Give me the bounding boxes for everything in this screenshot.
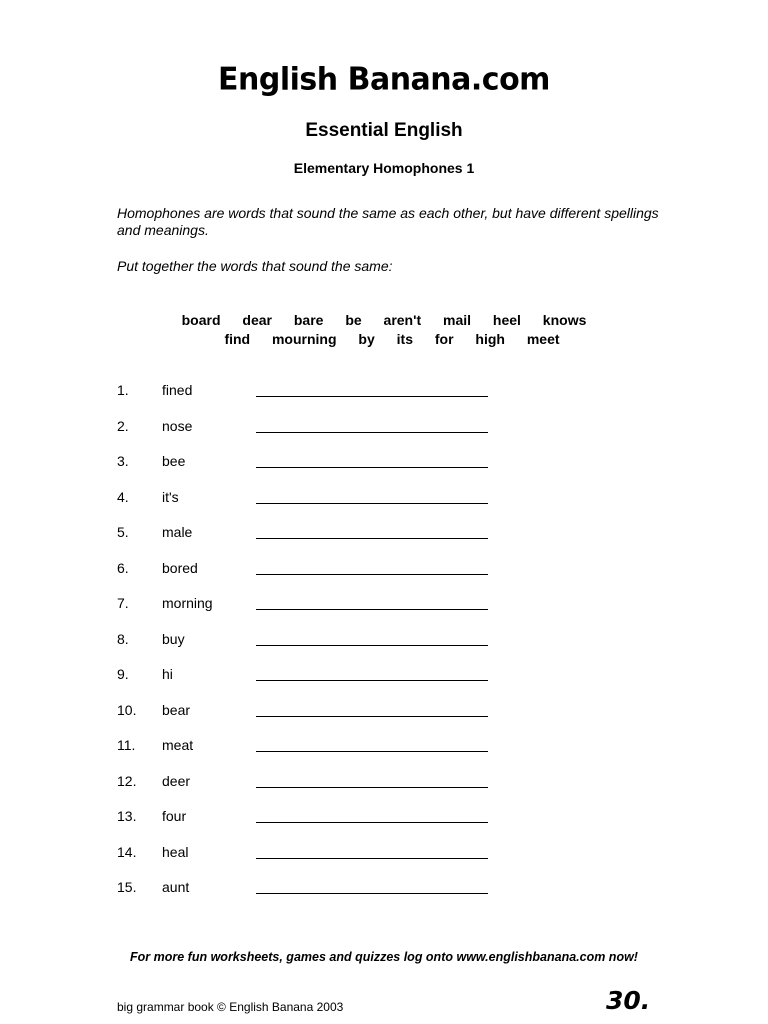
item-number: 6. bbox=[117, 559, 129, 576]
word-bank-line-2: find mourning by its for high meet bbox=[224, 331, 560, 347]
item-word: meat bbox=[162, 737, 194, 753]
item-number: 12. bbox=[117, 772, 137, 789]
answer-blank-line[interactable] bbox=[256, 787, 488, 788]
exercise-instruction: Put together the words that sound the same: bbox=[117, 258, 393, 274]
item-number: 8. bbox=[117, 630, 129, 647]
item-word: nose bbox=[162, 417, 193, 434]
item-word: bee bbox=[162, 453, 186, 469]
answer-blank-line[interactable] bbox=[256, 893, 488, 894]
answer-blank-line[interactable] bbox=[256, 858, 488, 859]
item-word: deer bbox=[162, 772, 191, 789]
item-word: bored bbox=[162, 559, 198, 576]
homophone-definition: Homophones are words that sound the same as each other, but have different spellings and meanings. bbox=[117, 205, 659, 238]
item-number: 11. bbox=[117, 737, 136, 753]
item-word: bear bbox=[162, 701, 191, 718]
copyright-text: big grammar book © English Banana 2003 bbox=[117, 1000, 344, 1014]
item-number: 3. bbox=[117, 453, 129, 469]
worksheet-subtitle: Elementary Homophones 1 bbox=[293, 160, 475, 176]
item-number: 15. bbox=[117, 879, 137, 895]
item-word: it's bbox=[162, 488, 179, 505]
answer-blank-line[interactable] bbox=[256, 822, 488, 823]
item-word: fined bbox=[162, 382, 193, 398]
item-word: heal bbox=[162, 843, 189, 860]
answer-blank-line[interactable] bbox=[256, 538, 488, 539]
answer-blank-line[interactable] bbox=[256, 645, 488, 646]
site-logo: English Banana.com bbox=[218, 61, 550, 98]
answer-blank-line[interactable] bbox=[256, 680, 488, 681]
item-word: male bbox=[162, 524, 193, 540]
item-number: 7. bbox=[117, 595, 129, 611]
answer-blank-line[interactable] bbox=[256, 503, 488, 504]
answer-blank-line[interactable] bbox=[256, 574, 488, 575]
item-number: 2. bbox=[117, 417, 129, 434]
answer-blank-line[interactable] bbox=[256, 467, 488, 468]
answer-blank-line[interactable] bbox=[256, 609, 488, 610]
word-bank-line-1: board dear bare be aren't mail heel knows bbox=[181, 312, 587, 328]
page-title: Essential English bbox=[305, 120, 463, 141]
item-word: buy bbox=[162, 630, 185, 647]
item-word: hi bbox=[162, 666, 173, 682]
item-number: 13. bbox=[117, 808, 137, 824]
item-number: 9. bbox=[117, 666, 129, 682]
item-number: 10. bbox=[117, 701, 137, 718]
item-number: 1. bbox=[117, 382, 129, 398]
item-word: four bbox=[162, 808, 187, 824]
answer-blank-line[interactable] bbox=[256, 396, 488, 397]
answer-blank-line[interactable] bbox=[256, 716, 488, 717]
item-word: morning bbox=[162, 595, 213, 611]
answer-blank-line[interactable] bbox=[256, 751, 488, 752]
footer-promo-text: For more fun worksheets, games and quizzes log onto www.englishbanana.com now! bbox=[130, 950, 638, 964]
item-number: 14. bbox=[117, 843, 137, 860]
page-number: 30. bbox=[606, 986, 651, 1015]
item-number: 5. bbox=[117, 524, 129, 540]
item-number: 4. bbox=[117, 488, 129, 505]
item-word: aunt bbox=[162, 879, 190, 895]
answer-blank-line[interactable] bbox=[256, 432, 488, 433]
